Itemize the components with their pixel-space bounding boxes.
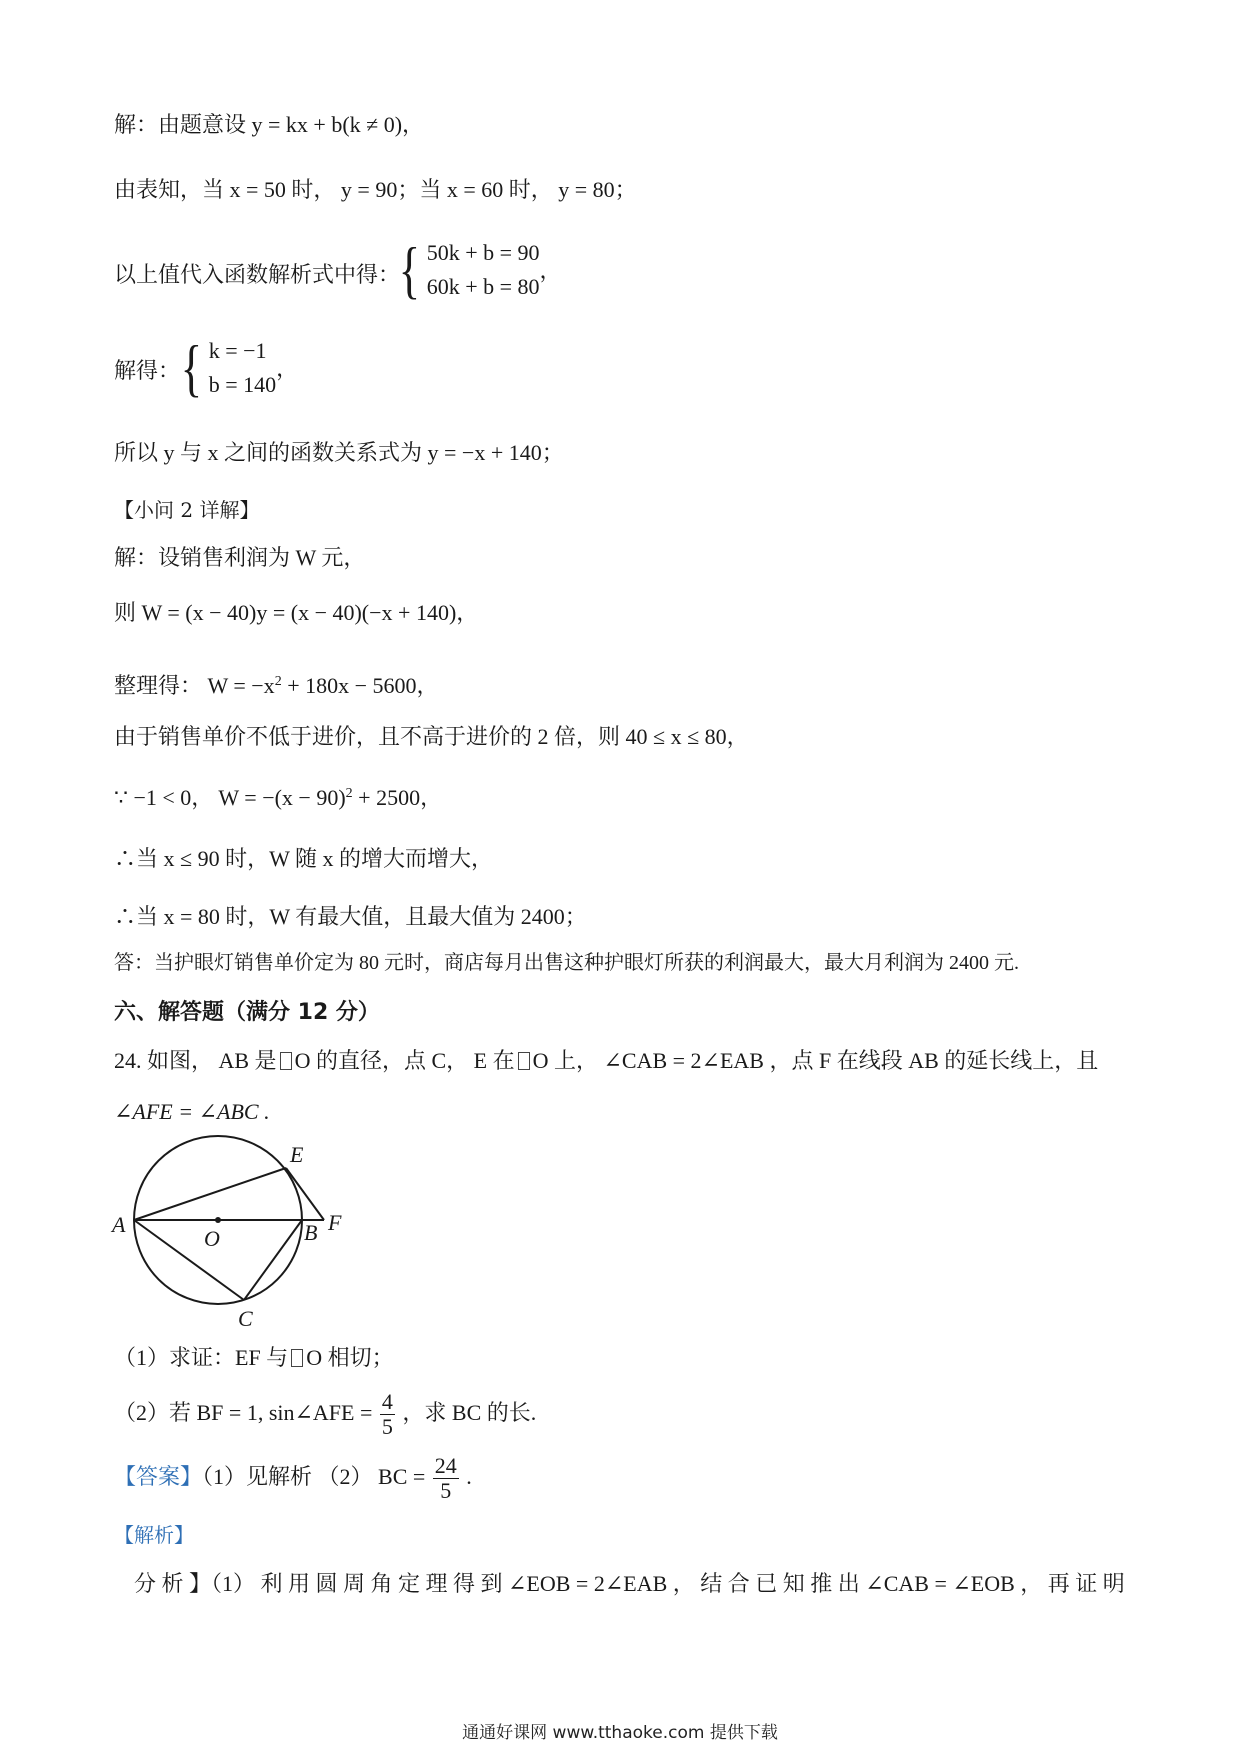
solution-line-13: ∴当 x = 80 时，W 有最大值，且最大值为 2400； — [114, 904, 587, 929]
question-24-line-1 — [114, 1048, 1098, 1074]
page-footer: 通通好课网 www.tthaoke.com 提供下载 — [462, 1723, 778, 1743]
text: （1）求证：EF 与 — [114, 1345, 289, 1370]
text: （2）若 BF = 1, sin∠AFE = — [114, 1400, 373, 1425]
segment-ae — [134, 1168, 286, 1220]
segment-ac — [134, 1220, 244, 1300]
text: O 的直径，点 C， E 在 — [294, 1048, 515, 1073]
text: . — [466, 1464, 472, 1489]
denominator: 5 — [440, 1478, 452, 1504]
answer-label: 【答案】 — [114, 1464, 203, 1489]
fraction-four-fifths — [380, 1390, 395, 1439]
solution-line-3-label: 以上值代入函数解析式中得： — [114, 262, 401, 287]
equation-system-1 — [394, 236, 562, 304]
text: + 180x − 5600， — [281, 673, 439, 698]
answer-line: 答：当护眼灯销售单价定为 80 元时，商店每月出售这种护眼灯所获的利润最大，最大月利润为 2400 元. — [114, 952, 1019, 974]
text: 整理得： W = −x — [114, 673, 275, 698]
superscript: 2 — [345, 786, 353, 801]
solution-line-9 — [114, 669, 439, 699]
denominator: 5 — [381, 1414, 393, 1440]
center-point — [215, 1217, 221, 1223]
solution-k: k = −1 — [208, 338, 267, 363]
solution-line-11 — [114, 781, 442, 811]
label-c: C — [238, 1306, 253, 1331]
equation-1: 50k + b = 90 — [426, 240, 540, 265]
text: + 2500， — [352, 785, 443, 810]
solution-line-4-label: 解得： — [114, 358, 181, 383]
text: ∵ −1 < 0， W = −(x − 90) — [114, 785, 346, 810]
subquestion-2-header: 【小问 2 详解】 — [114, 498, 260, 522]
text: O 相切； — [306, 1345, 394, 1370]
analysis-label: 【解析】 — [114, 1523, 194, 1547]
solution-line-12: ∴当 x ≤ 90 时，W 随 x 的增大而增大， — [114, 846, 493, 871]
solution-line-7: 解：设销售利润为 W 元， — [114, 545, 366, 570]
question-24-line-2: ∠AFE = ∠ABC . — [114, 1099, 270, 1124]
part-2 — [114, 1388, 536, 1439]
superscript: 2 — [274, 674, 282, 689]
geometry-figure — [108, 1132, 348, 1332]
brace-symbol: { — [398, 234, 421, 305]
label-f: F — [328, 1210, 342, 1235]
analysis-line: 分 析 】（1） 利 用 圆 周 角 定 理 得 到 ∠EOB = 2∠EAB ， 结 合 已 知 推 出 ∠CAB = ∠EOB ， 再 证 明 — [134, 1571, 1125, 1596]
answer-section — [114, 1452, 472, 1503]
solution-line-8: 则 W = (x − 40)y = (x − 40)(−x + 140)， — [114, 600, 479, 625]
label-o: O — [204, 1226, 220, 1251]
punctuation: ， — [276, 356, 299, 381]
circle-symbol-icon — [280, 1052, 292, 1070]
circle-symbol-icon — [291, 1349, 303, 1367]
numerator: 4 — [381, 1389, 393, 1415]
label-e: E — [290, 1142, 304, 1167]
equation-system-2 — [176, 334, 298, 402]
equation-2: 60k + b = 80 — [426, 274, 540, 299]
label-b: B — [304, 1220, 318, 1245]
solution-line-2: 由表知，当 x = 50 时， y = 90；当 x = 60 时， y = 80； — [114, 177, 637, 202]
section-heading: 六、解答题（满分 12 分） — [114, 1000, 380, 1025]
numerator: 24 — [434, 1453, 457, 1479]
solution-line-10: 由于销售单价不低于进价，且不高于进价的 2 倍，则 40 ≤ x ≤ 80， — [114, 724, 749, 749]
brace-symbol: { — [180, 332, 203, 403]
solution-line-5: 所以 y 与 x 之间的函数关系式为 y = −x + 140； — [114, 440, 564, 465]
segment-bc — [244, 1220, 302, 1300]
solution-b: b = 140 — [208, 372, 277, 397]
fraction-24-fifths — [433, 1454, 459, 1503]
circle-symbol-icon — [518, 1052, 530, 1070]
text: O 上， ∠CAB = 2∠EAB ，点 F 在线段 AB 的延长线上，且 — [532, 1048, 1099, 1073]
text: 24. 如图， AB 是 — [114, 1048, 277, 1073]
punctuation: ， — [539, 258, 562, 283]
text: ，求 BC 的长. — [402, 1400, 537, 1425]
segment-ef — [286, 1168, 324, 1220]
part-1 — [114, 1345, 394, 1371]
text: （1）见解析 （2） BC = — [202, 1464, 426, 1489]
label-a: A — [112, 1212, 126, 1237]
solution-line-1: 解：由题意设 y = kx + b(k ≠ 0)， — [114, 112, 425, 137]
